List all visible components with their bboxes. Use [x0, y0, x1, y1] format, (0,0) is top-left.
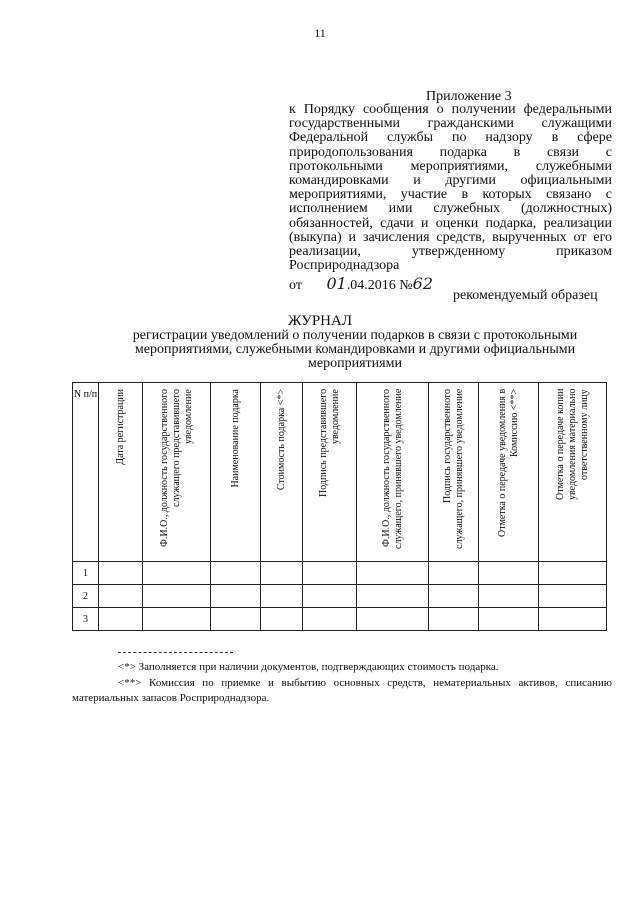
- table-cell: [261, 608, 303, 631]
- annex-body: к Порядку сообщения о получении федеральными государственными гражданскими служащими Федеральной службы по надзору в сфере природопользования подарка в связи с протокольными мероприятиями, служебными командировками и другими официальными мероприятиями, участие в которых связано с исполнением ими служебных (должностных) обязанностей, сдачи и оценки подарка, реализации (выкупа) и зачисления средств, вырученных от его реализации, утвержденному приказом Росприроднадзора: [289, 102, 612, 274]
- footnote-1: <*> Заполняется при наличии документов, подтверждающих стоимость подарка.: [118, 661, 499, 673]
- register-table: [72, 382, 607, 631]
- column-header-label: Ф.И.О., должность государственного служащего, принявшего уведомление: [380, 389, 404, 550]
- table-cell: [211, 562, 261, 585]
- column-header-label: Ф.И.О., должность государственного служащего представившего уведомление: [158, 389, 194, 547]
- column-header: [261, 383, 303, 562]
- table-cell: [479, 585, 539, 608]
- table-cell: [357, 562, 429, 585]
- table-cell: [429, 585, 479, 608]
- column-header: [539, 383, 607, 562]
- column-header-label: Подпись представившего уведомление: [317, 389, 341, 498]
- table-cell: [261, 562, 303, 585]
- table-cell: [99, 608, 143, 631]
- table-row: [73, 562, 607, 585]
- handwritten-order-number: 62: [412, 274, 434, 293]
- table-cell: [211, 608, 261, 631]
- journal-title: ЖУРНАЛ: [287, 313, 353, 329]
- column-header: [211, 383, 261, 562]
- table-cell: [479, 608, 539, 631]
- journal-subtitle: регистрации уведомлений о получении подарков в связи с протокольными мероприятиями, служебными командировками и другими официальными мероприятиями: [132, 328, 578, 371]
- row-number: 1: [73, 562, 99, 585]
- row-number: 2: [73, 585, 99, 608]
- column-header-number: N п/п: [73, 383, 99, 562]
- column-header: [479, 383, 539, 562]
- column-header-label: Отметка о передаче копии уведомления материально ответственному лицу: [554, 389, 590, 501]
- column-header-label: Подпись государственного служащего, принявшего уведомление: [441, 389, 465, 550]
- column-header: [303, 383, 357, 562]
- table-row: [73, 585, 607, 608]
- handwritten-day: 01: [326, 274, 347, 293]
- table-cell: [99, 585, 143, 608]
- column-header: [99, 383, 143, 562]
- table-cell: [303, 585, 357, 608]
- annex-title: Приложение 3: [426, 89, 512, 104]
- sample-label: рекомендуемый образец: [453, 288, 598, 303]
- column-header-label: Наименование подарка: [229, 389, 241, 488]
- table-header-row: [73, 383, 607, 562]
- column-header: [357, 383, 429, 562]
- column-header: [143, 383, 211, 562]
- table-cell: [357, 608, 429, 631]
- table-cell: [143, 562, 211, 585]
- footnote-2: <**> Комиссия по приемке и выбытию основных средств, нематериальных активов, списанию материальных запасов Росприроднадзора.: [72, 677, 612, 704]
- date-rest: .04.2016 №: [346, 278, 413, 293]
- row-number: 3: [73, 608, 99, 631]
- table-cell: [479, 562, 539, 585]
- footnote-divider: [118, 652, 233, 653]
- table-cell: [539, 608, 607, 631]
- table-cell: [429, 608, 479, 631]
- column-header: [429, 383, 479, 562]
- table-cell: [539, 585, 607, 608]
- table-cell: [143, 585, 211, 608]
- column-header-label: Дата регистрации: [114, 389, 126, 465]
- page-number: 11: [314, 26, 326, 40]
- column-header-label: Отметка о передаче уведомления в Комиссию <**>: [496, 389, 520, 538]
- table-cell: [357, 585, 429, 608]
- table-row: [73, 608, 607, 631]
- table-cell: [261, 585, 303, 608]
- table-cell: [303, 608, 357, 631]
- table-cell: [429, 562, 479, 585]
- table-cell: [539, 562, 607, 585]
- column-header-label: Стоимость подарка <*>: [275, 389, 287, 491]
- approval-date-line: [289, 274, 433, 294]
- table-cell: [99, 562, 143, 585]
- table-cell: [303, 562, 357, 585]
- table-cell: [143, 608, 211, 631]
- date-prefix: от: [289, 278, 302, 293]
- table-cell: [211, 585, 261, 608]
